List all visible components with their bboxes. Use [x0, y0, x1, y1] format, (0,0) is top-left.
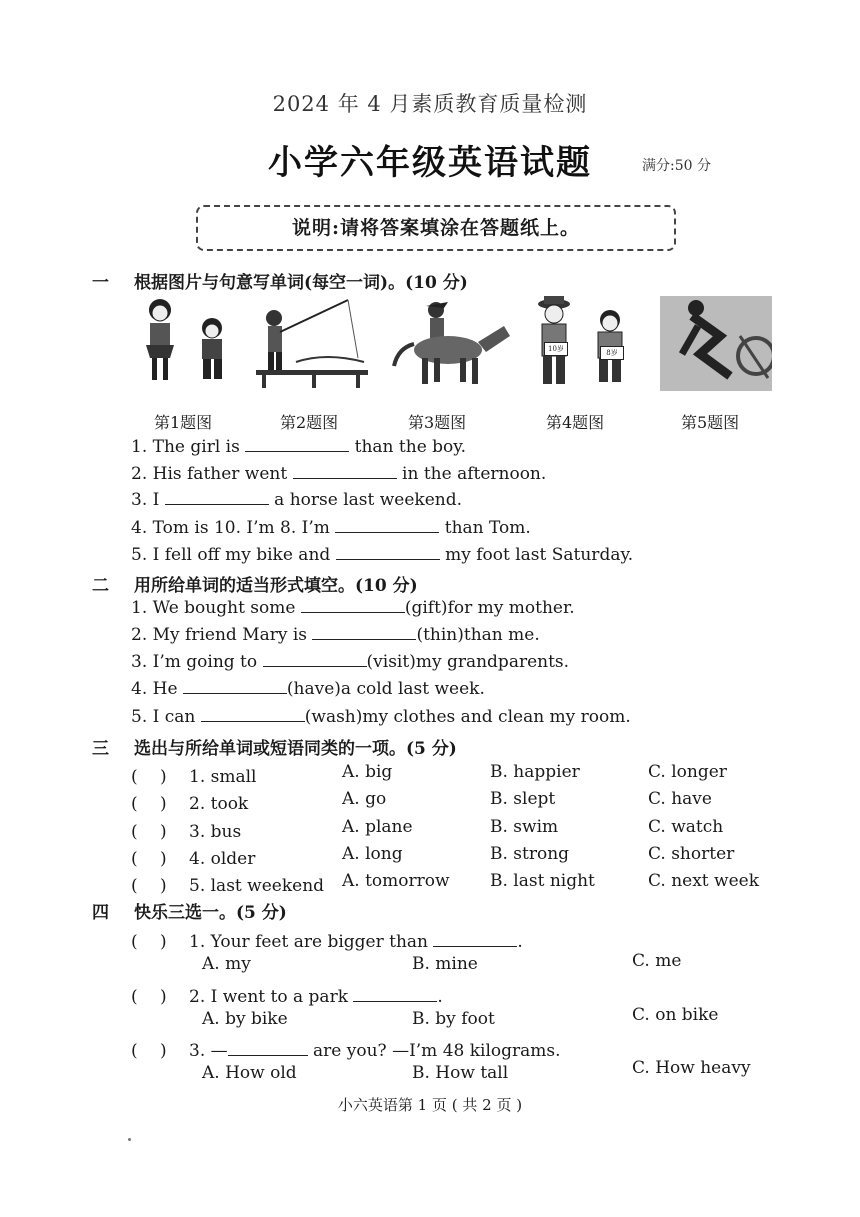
option-b: B. happier	[490, 762, 580, 782]
answer-blank[interactable]	[183, 679, 287, 694]
option-c: C. next week	[648, 871, 760, 891]
answer-paren[interactable]: ( )	[131, 932, 167, 952]
figure-caption: 第4题图	[546, 413, 605, 432]
answer-paren[interactable]: ( )	[131, 849, 167, 869]
section-title: 快乐三选一。(5 分)	[134, 903, 287, 923]
option-b: B. strong	[490, 844, 570, 864]
option-a: A. by bike	[202, 1009, 288, 1029]
option-a: A. plane	[342, 817, 413, 837]
option-a: A. long	[342, 844, 403, 864]
section-number: 一	[92, 273, 109, 293]
instruction-box: 说明:请将答案填涂在答题纸上。	[196, 205, 676, 251]
answer-blank[interactable]	[201, 707, 305, 722]
option-b: B. How tall	[412, 1063, 509, 1083]
answer-paren[interactable]: ( )	[131, 987, 167, 1007]
choice-row	[131, 871, 324, 896]
option-b: B. swim	[490, 817, 559, 837]
option-a: A. big	[342, 762, 393, 782]
question-text: 5. I fell off my bike and	[131, 545, 331, 565]
section-title: 用所给单词的适当形式填空。(10 分)	[134, 576, 418, 596]
question-line	[131, 982, 443, 1007]
question-text: 1. We bought some	[131, 598, 296, 618]
question-line	[131, 518, 531, 538]
question-line	[131, 679, 485, 699]
figure-1-girl-and-boy	[130, 296, 250, 391]
choice-row	[131, 817, 241, 842]
question-text: 4. He	[131, 679, 178, 699]
question-text: 1. The girl is	[131, 437, 240, 457]
question-text: (thin)than me.	[416, 625, 540, 645]
answer-blank[interactable]	[165, 490, 269, 505]
question-line	[131, 927, 523, 952]
answer-paren[interactable]: ( )	[131, 767, 167, 787]
answer-blank[interactable]	[293, 464, 397, 479]
answer-blank[interactable]	[335, 518, 439, 533]
answer-paren[interactable]: ( )	[131, 822, 167, 842]
answer-blank[interactable]	[245, 437, 349, 452]
question-text: my foot last Saturday.	[445, 545, 634, 565]
option-c: C. on bike	[632, 1005, 719, 1025]
section-2-heading	[92, 571, 418, 596]
figure-3-riding-horse	[386, 296, 514, 391]
answer-paren[interactable]: ( )	[131, 1041, 167, 1061]
question-line	[131, 707, 631, 727]
answer-blank[interactable]	[312, 625, 416, 640]
question-line	[131, 437, 466, 457]
age-tag-10: 10岁	[544, 342, 568, 356]
question-line	[131, 545, 633, 565]
question-text: 5. I can	[131, 707, 196, 727]
answer-blank[interactable]	[336, 545, 440, 560]
question-line	[131, 464, 546, 484]
full-score: 满分:50 分	[642, 158, 711, 174]
choice-row	[131, 844, 255, 869]
section-1-heading	[92, 268, 468, 293]
section-4-heading	[92, 898, 287, 923]
question-text: than the boy.	[354, 437, 467, 457]
question-text: in the afternoon.	[402, 464, 547, 484]
answer-blank[interactable]	[433, 932, 517, 947]
question-line	[131, 490, 462, 510]
option-c: C. longer	[648, 762, 727, 782]
question-text: (gift)for my mother.	[404, 598, 575, 618]
scan-speck	[128, 1138, 131, 1141]
figure-2-man-fishing	[256, 296, 368, 391]
question-text: 2. I went to a park	[189, 987, 348, 1007]
exam-title: 小学六年级英语试题	[268, 143, 592, 183]
exam-subtitle: 2024 年 4 月素质教育质量检测	[272, 92, 588, 116]
question-text: 3. I’m going to	[131, 652, 258, 672]
age-tag-8: 8岁	[600, 346, 624, 360]
question-text: 3. —	[189, 1041, 228, 1061]
option-a: A. go	[342, 789, 387, 809]
option-a: A. tomorrow	[342, 871, 450, 891]
question-text: (have)a cold last week.	[286, 679, 485, 699]
page-footer: 小六英语第 1 页 ( 共 2 页 )	[337, 1096, 523, 1114]
choice-row	[131, 762, 256, 787]
question-line	[131, 625, 540, 645]
option-b: B. slept	[490, 789, 556, 809]
option-b: B. by foot	[412, 1009, 495, 1029]
option-c: C. shorter	[648, 844, 735, 864]
section-3-heading	[92, 734, 457, 759]
question-text: 4. older	[189, 849, 256, 869]
section-number: 四	[92, 903, 109, 923]
figure-caption: 第5题图	[681, 413, 740, 432]
figure-5-fell-off-bike	[660, 296, 772, 391]
answer-blank[interactable]	[301, 598, 405, 613]
question-text: 2. His father went	[131, 464, 288, 484]
question-text: .	[517, 932, 523, 952]
option-c: C. watch	[648, 817, 724, 837]
question-text: .	[437, 987, 443, 1007]
option-c: C. How heavy	[632, 1058, 751, 1078]
question-text: (wash)my clothes and clean my room.	[304, 707, 631, 727]
question-text: than Tom.	[444, 518, 531, 538]
option-a: A. How old	[202, 1063, 297, 1083]
figure-caption: 第3题图	[408, 413, 467, 432]
question-text: a horse last weekend.	[274, 490, 462, 510]
option-b: B. mine	[412, 954, 478, 974]
question-text: 5. last weekend	[189, 876, 325, 896]
answer-paren[interactable]: ( )	[131, 876, 167, 896]
question-text: (visit)my grandparents.	[366, 652, 570, 672]
answer-paren[interactable]: ( )	[131, 794, 167, 814]
section-title: 根据图片与句意写单词(每空一词)。(10 分)	[134, 273, 468, 293]
answer-blank[interactable]	[228, 1041, 308, 1056]
question-text: 1. Your feet are bigger than	[189, 932, 428, 952]
figure-caption: 第2题图	[280, 413, 339, 432]
question-text: 1. small	[189, 767, 257, 787]
answer-blank[interactable]	[353, 987, 437, 1002]
question-line	[131, 652, 569, 672]
option-b: B. last night	[490, 871, 595, 891]
option-a: A. my	[202, 954, 251, 974]
section-number: 三	[92, 739, 109, 759]
choice-row	[131, 789, 248, 814]
question-text: are you? —I’m 48 kilograms.	[313, 1041, 561, 1061]
question-line	[131, 598, 575, 618]
section-title: 选出与所给单词或短语同类的一项。(5 分)	[134, 739, 457, 759]
option-c: C. me	[632, 951, 682, 971]
question-text: 3. I	[131, 490, 160, 510]
answer-blank[interactable]	[263, 652, 367, 667]
section-number: 二	[92, 576, 109, 596]
question-line	[131, 1036, 561, 1061]
question-text: 3. bus	[189, 822, 242, 842]
option-c: C. have	[648, 789, 712, 809]
question-text: 4. Tom is 10. I’m 8. I’m	[131, 518, 330, 538]
question-text: 2. My friend Mary is	[131, 625, 308, 645]
figure-caption: 第1题图	[154, 413, 213, 432]
question-text: 2. took	[189, 794, 249, 814]
